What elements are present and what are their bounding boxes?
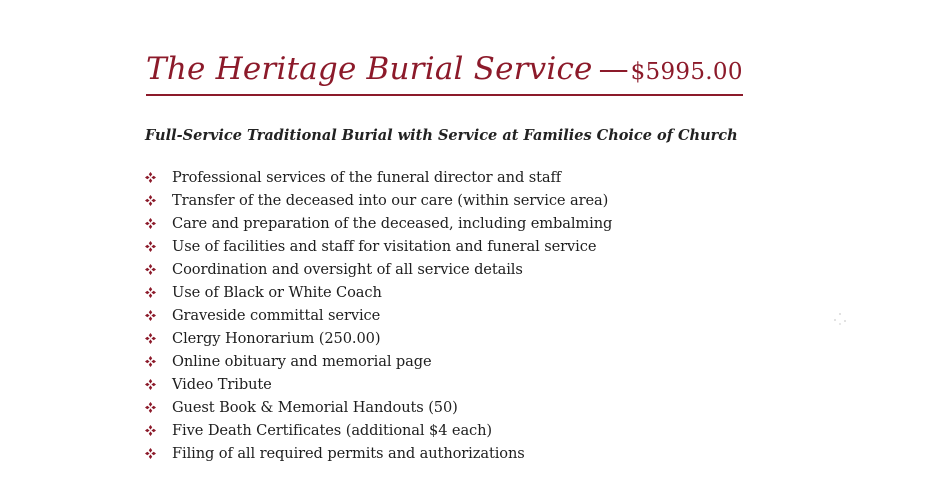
title-text: The Heritage Burial Service <box>146 51 593 87</box>
title-dash: — <box>598 52 629 87</box>
list-item <box>145 419 612 442</box>
page-title <box>146 50 743 96</box>
list-item <box>145 235 612 258</box>
four-diamond-bullet-icon <box>145 172 172 183</box>
four-diamond-bullet-icon <box>145 425 172 436</box>
list-item <box>145 442 612 465</box>
four-diamond-bullet-icon <box>145 379 172 390</box>
item-text: Guest Book & Memorial Handouts (50) <box>172 398 458 416</box>
four-diamond-bullet-icon <box>145 333 172 344</box>
item-text: Clergy Honorarium (250.00) <box>172 329 381 347</box>
item-text: Care and preparation of the deceased, including embalming <box>172 214 613 232</box>
list-item <box>145 281 612 304</box>
list-item <box>145 396 612 419</box>
four-diamond-bullet-icon <box>145 195 172 206</box>
item-text: Transfer of the deceased into our care (within service area) <box>172 191 609 209</box>
four-diamond-bullet-icon <box>145 241 172 252</box>
four-diamond-bullet-icon <box>145 264 172 275</box>
four-diamond-bullet-icon <box>145 448 172 459</box>
list-item <box>145 373 612 396</box>
item-text: Use of Black or White Coach <box>172 283 382 301</box>
item-text: Professional services of the funeral director and staff <box>172 168 562 186</box>
list-item <box>145 166 612 189</box>
list-item <box>145 327 612 350</box>
four-diamond-bullet-icon <box>145 356 172 367</box>
four-diamond-bullet-icon <box>145 218 172 229</box>
four-diamond-bullet-icon <box>145 287 172 298</box>
item-text: Coordination and oversight of all service details <box>172 260 523 278</box>
list-item <box>145 212 612 235</box>
list-item <box>145 350 612 373</box>
list-item <box>145 189 612 212</box>
item-text: Filing of all required permits and authorizations <box>172 444 525 462</box>
four-diamond-bullet-icon <box>145 402 172 413</box>
item-text: Online obituary and memorial page <box>172 352 432 370</box>
item-text: Video Tribute <box>172 375 272 393</box>
list-item <box>145 304 612 327</box>
scan-speck <box>832 311 850 330</box>
item-text: Five Death Certificates (additional $4 each) <box>172 421 493 439</box>
item-text: Graveside committal service <box>172 306 381 324</box>
service-list <box>145 166 612 465</box>
four-diamond-bullet-icon <box>145 310 172 321</box>
subtitle: Full-Service Traditional Burial with Service at Families Choice of Church <box>145 127 738 144</box>
list-item <box>145 258 612 281</box>
title-price: $5995.00 <box>630 59 743 85</box>
item-text: Use of facilities and staff for visitation and funeral service <box>172 237 597 255</box>
